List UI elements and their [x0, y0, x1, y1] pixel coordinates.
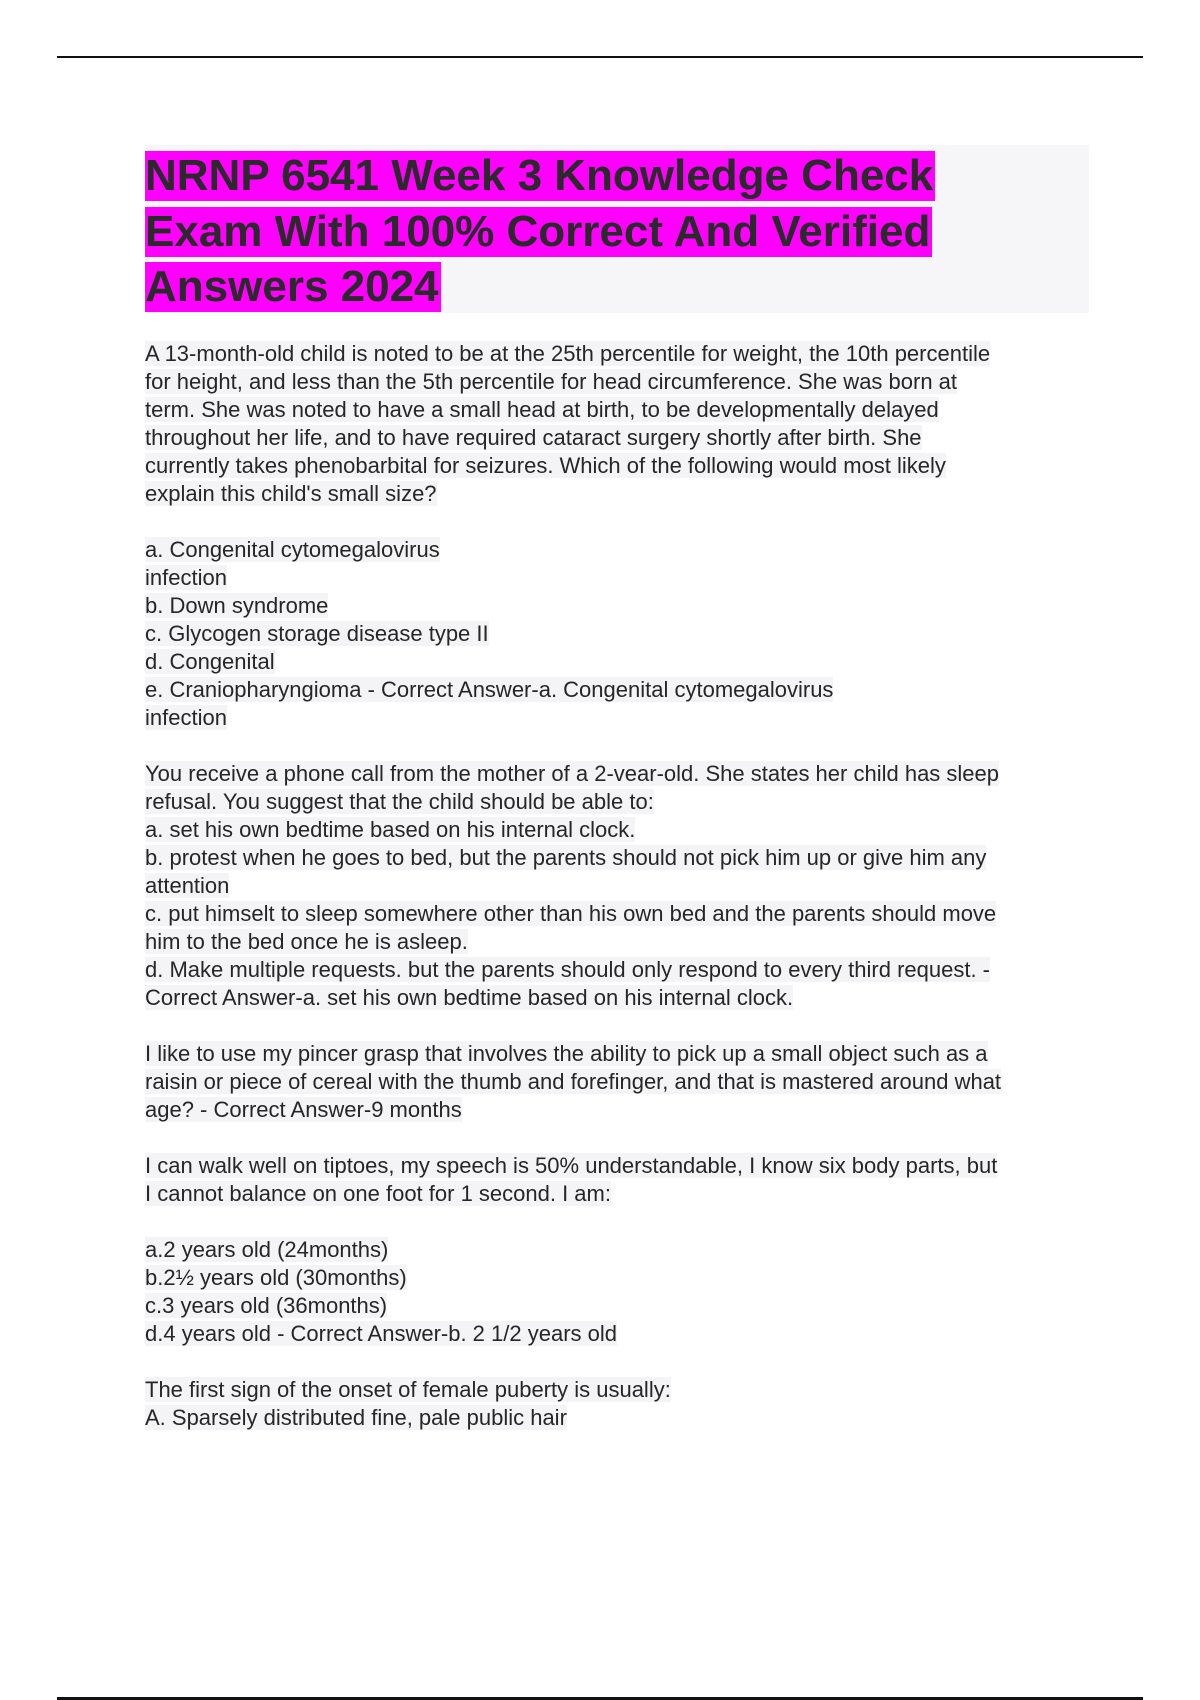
- text-line-content: a.2 years old (24months): [145, 1237, 389, 1262]
- title-line-2: Exam With 100% Correct And Verified: [145, 206, 931, 256]
- text-line: [145, 1264, 1095, 1292]
- text-line-content: You receive a phone call from the mother of a 2-vear-old. She states her child has sleep: [145, 761, 1000, 786]
- text-line-content: currently takes phenobarbital for seizures. Which of the following would most likely: [145, 453, 946, 478]
- text-block: [145, 1040, 1095, 1124]
- text-line-content: explain this child's small size?: [145, 481, 437, 506]
- text-line: [145, 760, 1095, 788]
- text-line: [145, 620, 1095, 648]
- text-line-content: Correct Answer-a. set his own bedtime based on his internal clock.: [145, 985, 794, 1010]
- text-line-content: b.2½ years old (30months): [145, 1265, 407, 1290]
- text-line: [145, 816, 1095, 844]
- text-line: [145, 452, 1095, 480]
- text-line: [145, 1040, 1095, 1068]
- text-line-content: a. set his own bedtime based on his internal clock.: [145, 817, 636, 842]
- text-block: [145, 1376, 1095, 1432]
- text-line-content: A. Sparsely distributed fine, pale public hair: [145, 1405, 567, 1430]
- text-line: [145, 1180, 1095, 1208]
- text-line: [145, 480, 1095, 508]
- text-block: [145, 1152, 1095, 1208]
- text-line-content: A 13-month-old child is noted to be at the 25th percentile for weight, the 10th percentile: [145, 341, 991, 366]
- text-line: [145, 1096, 1095, 1124]
- text-block: [145, 760, 1095, 1012]
- text-line-content: throughout her life, and to have required cataract surgery shortly after birth. She: [145, 425, 922, 450]
- text-line-content: him to the bed once he is asleep.: [145, 929, 468, 954]
- text-line-content: raisin or piece of cereal with the thumb and forefinger, and that is mastered around what: [145, 1069, 1002, 1094]
- text-line: [145, 396, 1095, 424]
- text-line: [145, 564, 1095, 592]
- text-line-content: term. She was noted to have a small head at birth, to be developmentally delayed: [145, 397, 939, 422]
- text-line-content: d. Congenital: [145, 649, 275, 674]
- text-line-content: attention: [145, 873, 230, 898]
- text-block: [145, 536, 1095, 732]
- text-line: [145, 424, 1095, 452]
- text-block: [145, 340, 1095, 508]
- text-block: [145, 1236, 1095, 1348]
- text-line: [145, 872, 1095, 900]
- text-line-content: c. put himselt to sleep somewhere other than his own bed and the parents should move: [145, 901, 997, 926]
- text-line-content: e. Craniopharyngioma - Correct Answer-a. Congenital cytomegalovirus: [145, 677, 834, 702]
- text-line-content: c.3 years old (36months): [145, 1293, 388, 1318]
- text-line-content: I cannot balance on one foot for 1 second. I am:: [145, 1181, 611, 1206]
- text-line-content: d.4 years old - Correct Answer-b. 2 1/2 years old: [145, 1321, 617, 1346]
- text-line: [145, 676, 1095, 704]
- text-line: [145, 368, 1095, 396]
- title-line-1: NRNP 6541 Week 3 Knowledge Check: [145, 151, 934, 200]
- document-body: [145, 340, 1095, 1460]
- text-line-content: I can walk well on tiptoes, my speech is 50% understandable, I know six body parts, but: [145, 1153, 998, 1178]
- text-line: [145, 704, 1095, 732]
- text-line-content: I like to use my pincer grasp that involves the ability to pick up a small object such as a: [145, 1041, 988, 1066]
- text-line: [145, 1320, 1095, 1348]
- text-line: [145, 340, 1095, 368]
- document-title: [145, 148, 1025, 315]
- text-line: [145, 928, 1095, 956]
- text-line-content: b. Down syndrome: [145, 593, 329, 618]
- text-line-content: infection: [145, 705, 227, 730]
- text-line: [145, 592, 1095, 620]
- text-line: [145, 536, 1095, 564]
- text-line: [145, 1292, 1095, 1320]
- text-line: [145, 1236, 1095, 1264]
- text-line-content: for height, and less than the 5th percentile for head circumference. She was born at: [145, 369, 958, 394]
- text-line: [145, 1404, 1095, 1432]
- text-line: [145, 900, 1095, 928]
- text-line: [145, 956, 1095, 984]
- text-line-content: d. Make multiple requests. but the parents should only respond to every third request. -: [145, 957, 991, 982]
- text-line-content: b. protest when he goes to bed, but the parents should not pick him up or give him any: [145, 845, 987, 870]
- top-rule: [57, 56, 1143, 58]
- text-line-content: The first sign of the onset of female puberty is usually:: [145, 1377, 671, 1402]
- text-line: [145, 788, 1095, 816]
- text-line: [145, 1068, 1095, 1096]
- text-line-content: infection: [145, 565, 227, 590]
- text-line-content: refusal. You suggest that the child should be able to:: [145, 789, 654, 814]
- text-line-content: a. Congenital cytomegalovirus: [145, 537, 440, 562]
- text-line-content: age? - Correct Answer-9 months: [145, 1097, 462, 1122]
- text-line: [145, 648, 1095, 676]
- title-line-3: Answers 2024: [145, 262, 439, 311]
- text-line-content: c. Glycogen storage disease type II: [145, 621, 489, 646]
- text-line: [145, 984, 1095, 1012]
- text-line: [145, 844, 1095, 872]
- text-line: [145, 1152, 1095, 1180]
- text-line: [145, 1376, 1095, 1404]
